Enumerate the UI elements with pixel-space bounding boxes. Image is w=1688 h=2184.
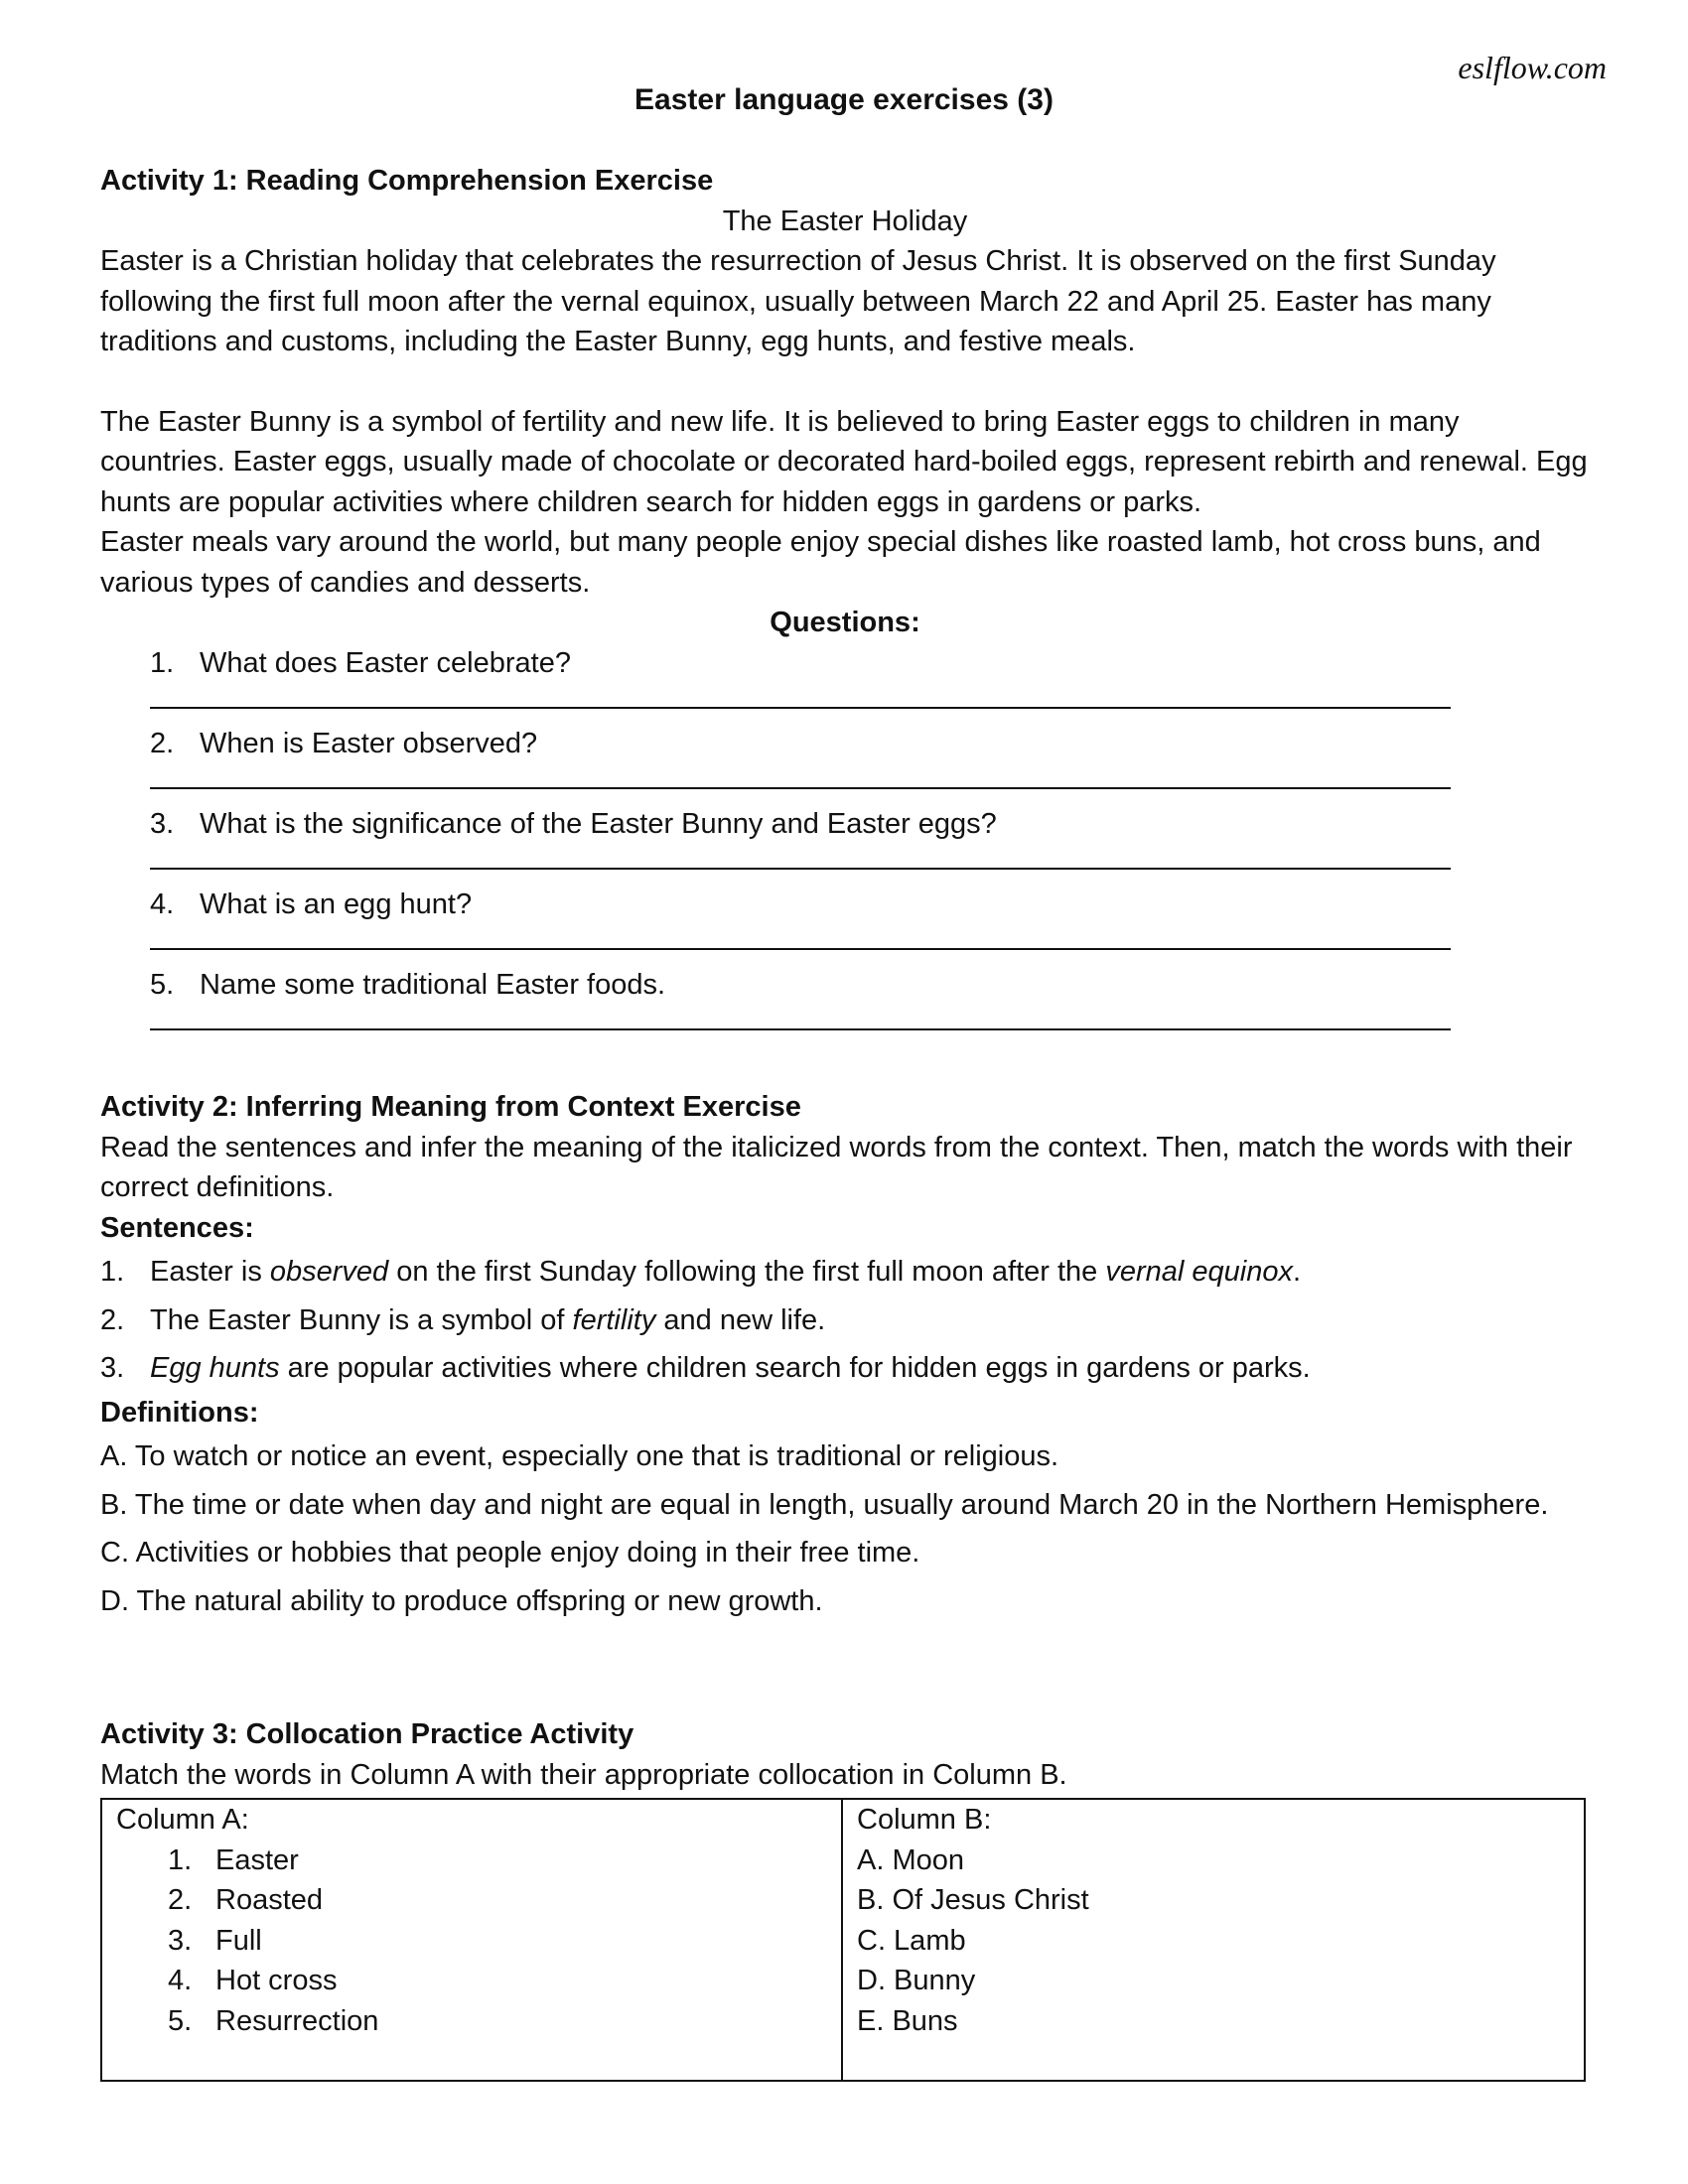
- column-a-number: 4.: [168, 1965, 193, 1996]
- column-a-number: 5.: [168, 2004, 193, 2037]
- activity1-heading: Activity 1: Reading Comprehension Exercise: [100, 165, 714, 197]
- questions-heading: Questions:: [770, 607, 920, 638]
- sentence-text: .: [1292, 1256, 1302, 1288]
- question-text: Name some traditional Easter foods.: [200, 968, 666, 1001]
- column-a-word: Easter: [215, 1843, 299, 1876]
- question-item: [100, 885, 1550, 965]
- definition-item: D. The natural ability to produce offspring or new growth.: [100, 1584, 823, 1617]
- question-text: When is Easter observed?: [200, 727, 538, 759]
- activity1-section: [100, 161, 1590, 1045]
- activity3-instructions: Match the words in Column A with their appropriate collocation in Column B.: [100, 1758, 1067, 1791]
- column-b-heading: Column B:: [857, 1804, 992, 1836]
- question-number: 3.: [150, 807, 175, 840]
- column-a-number: 2.: [168, 1884, 193, 1916]
- activity2-instructions: Read the sentences and infer the meaning of the italicized words from the context. Then, match the words with their correct definitions.: [100, 1131, 1573, 1203]
- column-a-item: [116, 1961, 827, 2001]
- question-item: [100, 965, 1550, 1045]
- questions-list: [100, 643, 1590, 1045]
- activity3-heading: Activity 3: Collocation Practice Activity: [100, 1718, 634, 1750]
- column-a-number: 3.: [168, 1924, 193, 1957]
- sentence-text: are popular activities where children search for hidden eggs in gardens or parks.: [279, 1352, 1311, 1384]
- passage-paragraph-1: Easter is a Christian holiday that celebrates the resurrection of Jesus Christ. It is observed on the first Sunday following the first full moon after the vernal equinox, usually between March 22 and April 25. Easter has many traditions and customs, including the Easter Bunny, egg hunts, and festive meals.: [100, 245, 1496, 357]
- sentences-heading: Sentences:: [100, 1211, 254, 1244]
- column-a-heading: Column A:: [116, 1804, 249, 1836]
- sentence-number: 1.: [100, 1256, 125, 1288]
- column-a-item: [116, 2001, 827, 2042]
- column-b-item: E. Buns: [857, 2004, 958, 2037]
- sentence-number: 3.: [100, 1352, 125, 1384]
- sentence-text: The Easter Bunny is a symbol of: [150, 1303, 573, 1336]
- column-a-word: Full: [215, 1924, 262, 1957]
- question-number: 5.: [150, 968, 175, 1001]
- site-watermark: eslflow.com: [1458, 50, 1607, 85]
- column-b: [842, 1799, 1585, 2081]
- sentence-item: [100, 1248, 1590, 1297]
- column-b-item: A. Moon: [857, 1843, 964, 1876]
- question-number: 1.: [150, 646, 175, 679]
- question-text: What is the significance of the Easter Bunny and Easter eggs?: [200, 807, 997, 840]
- passage-title: The Easter Holiday: [722, 205, 968, 237]
- sentence-text: and new life.: [655, 1303, 826, 1336]
- passage-paragraph-2: The Easter Bunny is a symbol of fertility and new life. It is believed to bring Easter eggs to children in many countries. Easter eggs, usually made of chocolate or decorated hard-boiled eggs, represent rebirth and renewal. Egg hunts are popular activities where children search for hidden eggs in gardens or parks.: [100, 405, 1588, 518]
- definition-item: B. The time or date when day and night are equal in length, usually around March 20 in the Northern Hemisphere.: [100, 1488, 1549, 1521]
- italicized-word: observed: [269, 1256, 389, 1288]
- answer-line[interactable]: [150, 787, 1451, 789]
- definition-item: C. Activities or hobbies that people enjoy doing in their free time.: [100, 1537, 920, 1569]
- collocation-table: [100, 1798, 1586, 2082]
- column-a: [101, 1799, 842, 2081]
- sentence-item: [100, 1344, 1590, 1393]
- question-item: [100, 643, 1550, 724]
- page-title: Easter language exercises (3): [634, 83, 1054, 116]
- answer-line[interactable]: [150, 1028, 1451, 1030]
- sentence-text: on the first Sunday following the first full moon after the: [388, 1256, 1106, 1288]
- column-a-word: Resurrection: [215, 2004, 379, 2037]
- column-a-item: [116, 1921, 827, 1962]
- column-a-word: Roasted: [215, 1884, 324, 1916]
- answer-line[interactable]: [150, 868, 1451, 870]
- passage-paragraph-3: Easter meals vary around the world, but many people enjoy special dishes like roasted lamb, hot cross buns, and various types of candies and desserts.: [100, 526, 1541, 599]
- question-number: 2.: [150, 727, 175, 759]
- question-number: 4.: [150, 887, 175, 920]
- activity2-heading: Activity 2: Inferring Meaning from Context Exercise: [100, 1091, 801, 1123]
- sentence-number: 2.: [100, 1303, 125, 1336]
- sentence-text: Easter is: [150, 1256, 270, 1288]
- sentence-item: [100, 1297, 1590, 1345]
- answer-line[interactable]: [150, 948, 1451, 950]
- column-a-item: [116, 1841, 827, 1881]
- italicized-word: Egg hunts: [150, 1352, 280, 1384]
- column-b-item: D. Bunny: [857, 1965, 976, 1996]
- column-a-number: 1.: [168, 1843, 193, 1876]
- answer-line[interactable]: [150, 707, 1451, 709]
- italicized-word: fertility: [572, 1303, 656, 1336]
- italicized-word: vernal equinox: [1105, 1256, 1293, 1288]
- question-item: [100, 724, 1550, 804]
- column-a-word: Hot cross: [215, 1965, 338, 1996]
- question-text: What is an egg hunt?: [200, 887, 473, 920]
- activity3-section: [100, 1714, 1590, 2082]
- question-item: [100, 804, 1550, 885]
- column-b-item: B. Of Jesus Christ: [857, 1884, 1089, 1916]
- column-a-item: [116, 1880, 827, 1921]
- column-b-item: C. Lamb: [857, 1924, 966, 1957]
- activity2-section: [100, 1087, 1590, 1625]
- definition-item: A. To watch or notice an event, especially one that is traditional or religious.: [100, 1440, 1059, 1472]
- definitions-heading: Definitions:: [100, 1396, 259, 1429]
- question-text: What does Easter celebrate?: [200, 646, 571, 679]
